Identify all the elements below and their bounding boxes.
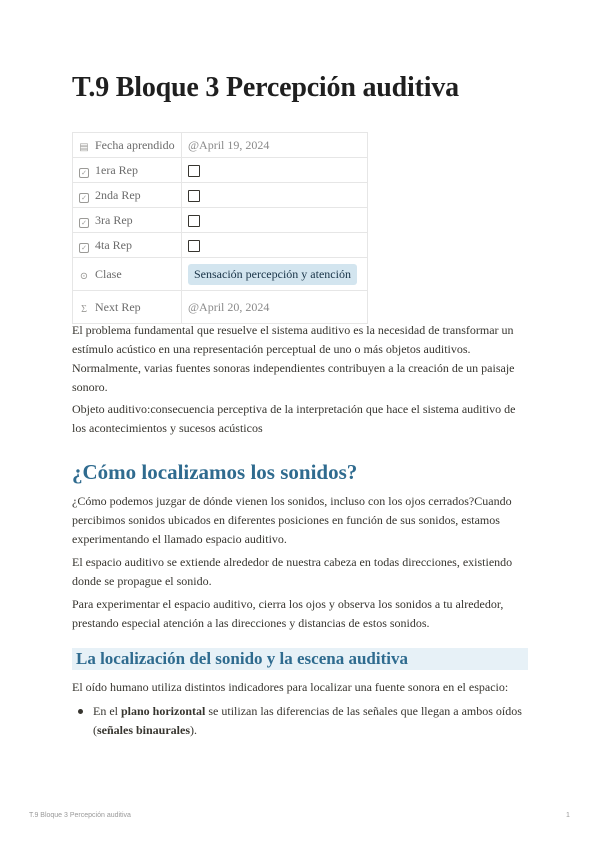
checkbox-icon: ✓ xyxy=(79,168,89,178)
property-row xyxy=(73,233,368,258)
intro-paragraph: El problema fundamental que resuelve el sistema auditivo es la necesidad de transformar un estímulo acústico en una representación perceptual de uno o más objetos auditivos. Normalmente, varias fuentes sonoras independientes contribuyen a la creación de un paisaje sonoro. xyxy=(72,323,515,394)
property-label: 3ra Rep xyxy=(95,212,133,227)
footer-title: T.9 Bloque 3 Percepción auditiva xyxy=(29,812,131,819)
page-number: 1 xyxy=(566,812,570,819)
property-label: Fecha aprendido xyxy=(95,137,175,152)
checkbox-icon: ✓ xyxy=(79,243,89,253)
calendar-icon: ▤ xyxy=(79,141,89,153)
formula-icon: Σ xyxy=(81,303,87,315)
section-paragraph: ¿Cómo podemos juzgar de dónde vienen los sonidos, incluso con los ojos cerrados?Cuando percibimos sonidos ubicados en diferentes posiciones en función de sus sonidos, estamos experimentando el llamado espacio auditivo. xyxy=(72,494,512,546)
checkbox-2nda-rep[interactable] xyxy=(188,190,200,202)
clase-tag[interactable]: Sensación percepción y atención xyxy=(188,264,357,285)
bold-term: plano horizontal xyxy=(121,704,206,718)
property-row xyxy=(73,183,368,208)
checkbox-4ta-rep[interactable] xyxy=(188,240,200,252)
checkbox-icon: ✓ xyxy=(79,193,89,203)
property-label: 4ta Rep xyxy=(95,237,132,252)
select-icon: ⊙ xyxy=(79,270,89,282)
intro-paragraph: Objeto auditivo:consecuencia perceptiva de la interpretación que hace el sistema auditivo de los acontecimientos y sucesos acústicos xyxy=(72,402,516,435)
property-date-value[interactable]: @April 19, 2024 xyxy=(188,137,270,152)
section-paragraph: El oído humano utiliza distintos indicadores para localizar una fuente sonora en el espacio: xyxy=(72,680,509,694)
property-row xyxy=(73,291,368,324)
property-label: Next Rep xyxy=(95,299,141,314)
property-label: 2nda Rep xyxy=(95,187,141,202)
section-heading: ¿Cómo localizamos los sonidos? xyxy=(72,460,358,484)
property-label: Clase xyxy=(95,266,122,281)
section-paragraph: Para experimentar el espacio auditivo, cierra los ojos y observa los sonidos a tu alrededor, prestando especial atención a las direcciones y distancias de estos sonidos. xyxy=(72,597,504,630)
section-paragraph: El espacio auditivo se extiende alrededor de nuestra cabeza en todas direcciones, existiendo donde se propague el sonido. xyxy=(72,555,513,588)
subsection-heading: La localización del sonido y la escena auditiva xyxy=(72,648,528,670)
property-row xyxy=(73,158,368,183)
property-row xyxy=(73,133,368,158)
checkbox-icon: ✓ xyxy=(79,218,89,228)
property-date-value[interactable]: @April 20, 2024 xyxy=(188,299,270,314)
properties-table xyxy=(72,132,368,324)
property-row xyxy=(73,208,368,233)
list-item: En el plano horizontal se utilizan las diferencias de las señales que llegan a ambos oídos (señales binaurales). xyxy=(78,702,528,740)
property-row xyxy=(73,258,368,291)
property-label: 1era Rep xyxy=(95,162,138,177)
bold-term: señales binaurales xyxy=(97,723,191,737)
checkbox-1era-rep[interactable] xyxy=(188,165,200,177)
bullet-icon xyxy=(78,709,83,714)
page-title: T.9 Bloque 3 Percepción auditiva xyxy=(72,72,459,103)
checkbox-3ra-rep[interactable] xyxy=(188,215,200,227)
